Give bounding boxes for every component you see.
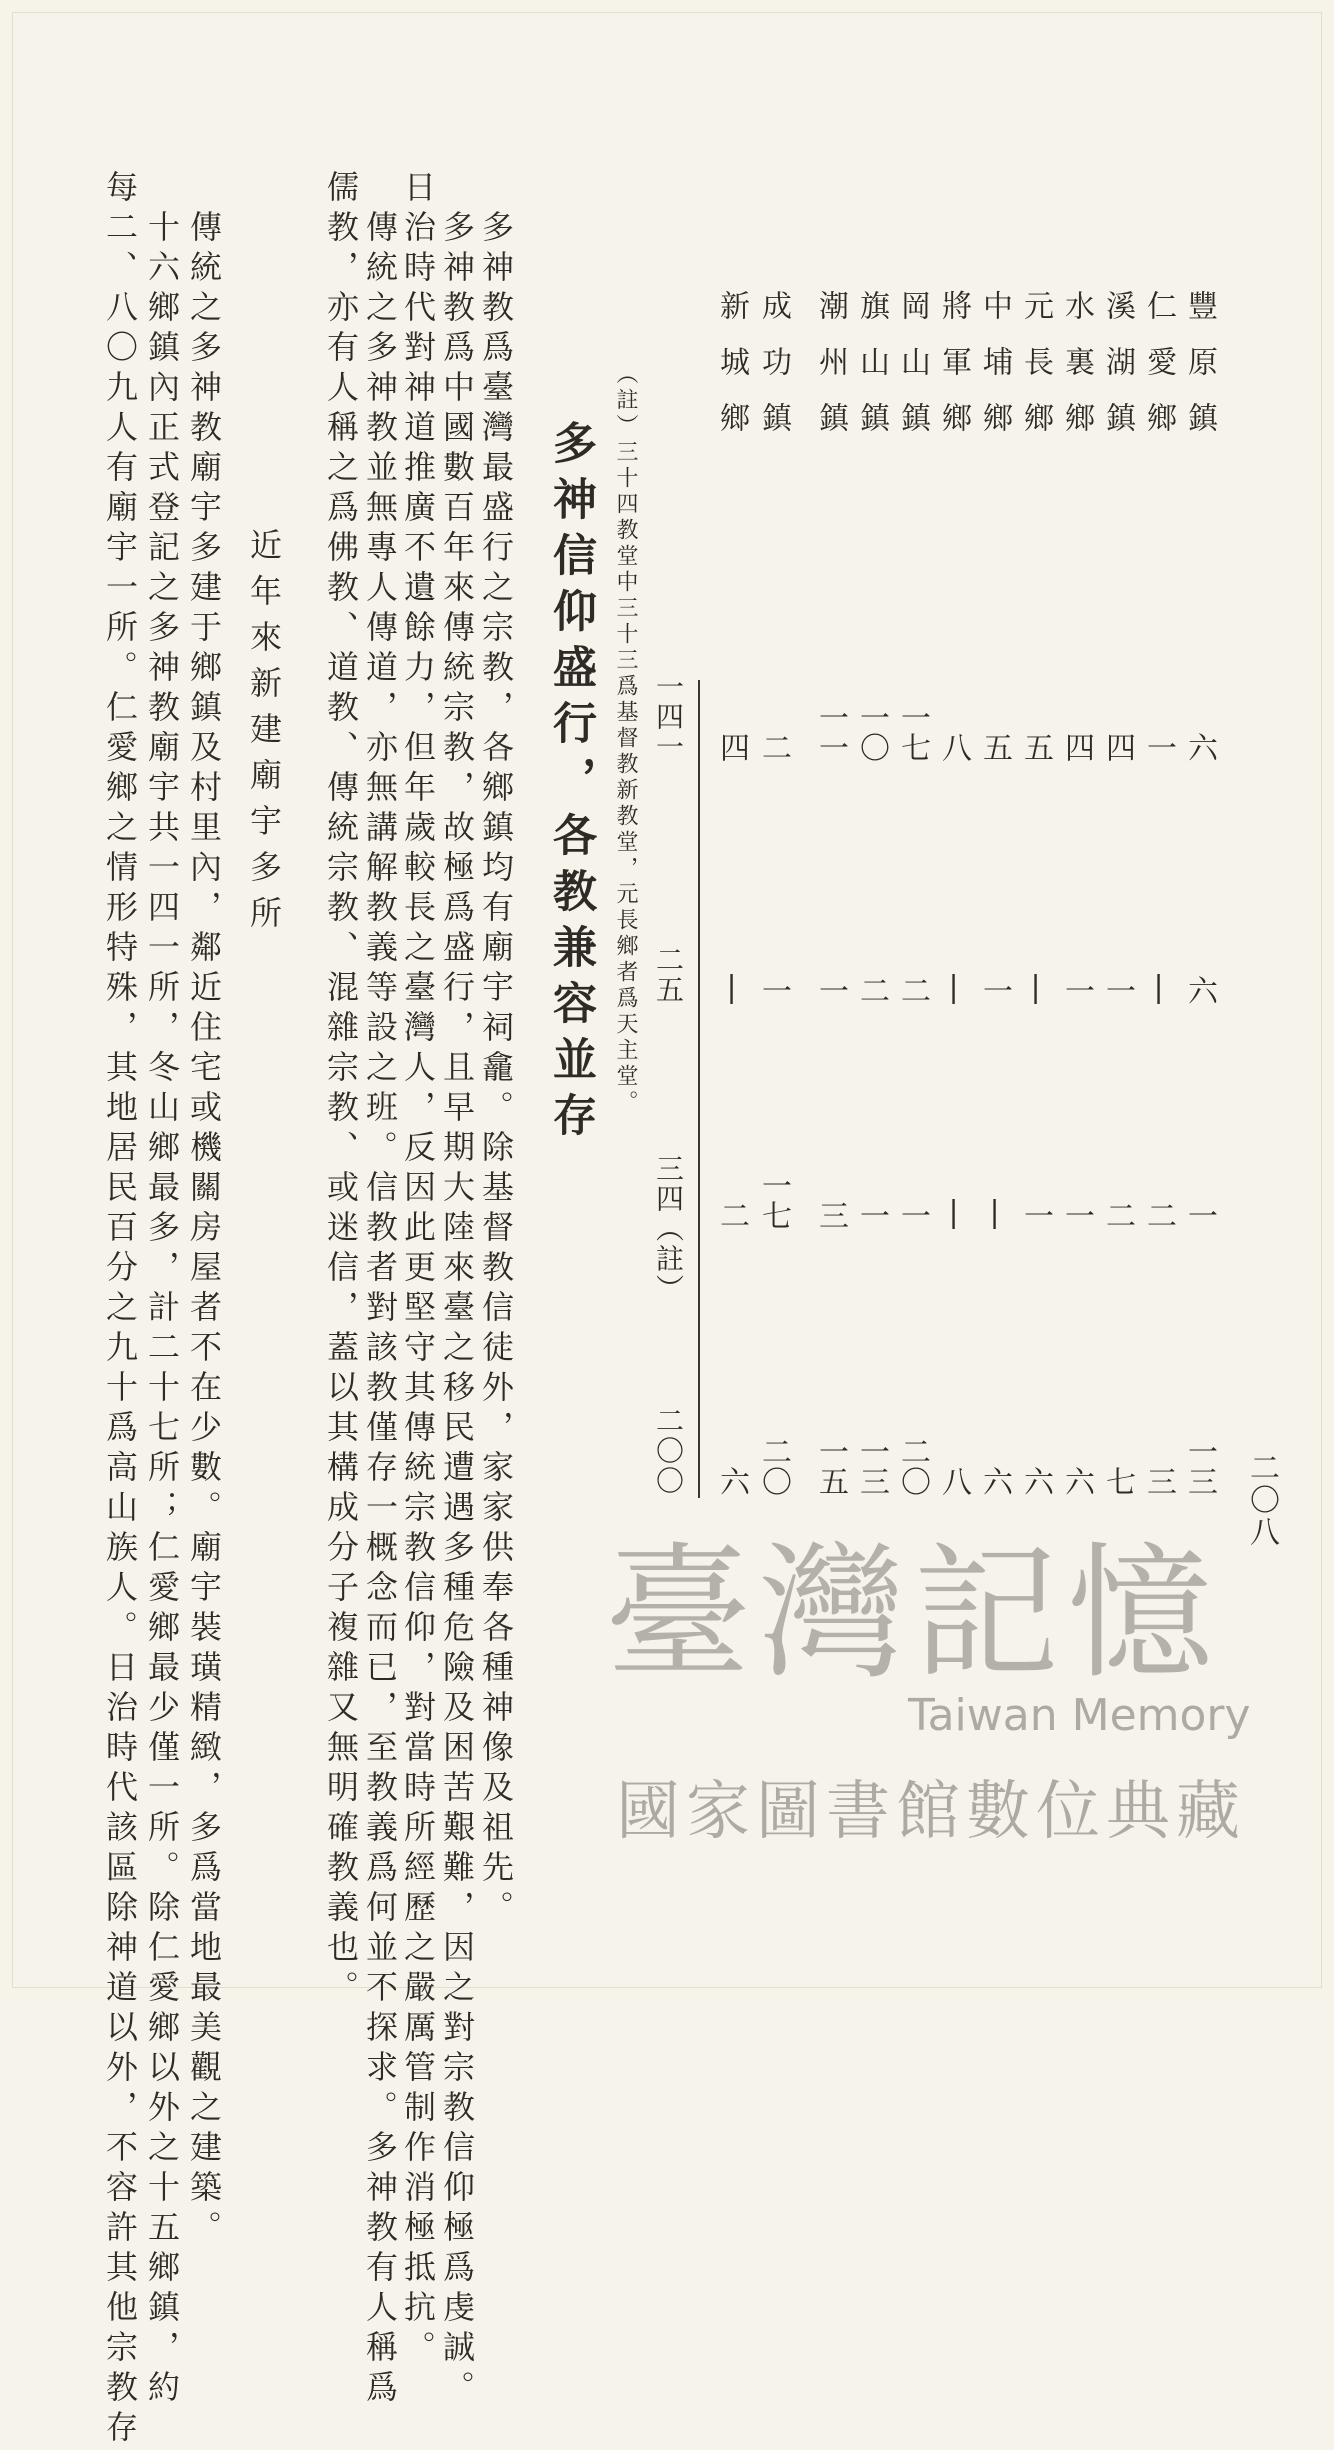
table-cell-value: 一 — [756, 975, 791, 1005]
table-cell-value: | — [936, 970, 971, 1005]
body-text-line: 多神教爲臺灣最盛行之宗教，各鄉鎮均有廟宇祠龕。除基督教信徒外，家家供奉各種神像及祖先。 — [477, 210, 515, 1930]
table-cell-value: 四 — [1059, 732, 1094, 762]
table-cell-value: 六 — [977, 1466, 1012, 1496]
table-cell-township: 將軍鄉 — [936, 290, 971, 458]
section-subheading: 近年來新建廟宇多所 — [245, 528, 283, 942]
table-cell-value: 三 — [813, 1200, 848, 1230]
table-cell-value: | — [936, 1195, 971, 1230]
table-cell-value: 二 — [1141, 1200, 1176, 1230]
table-cell-value: 五 — [977, 732, 1012, 762]
table-cell-value: 一〇 — [854, 702, 889, 762]
table-total-value: 三四（註） — [652, 1154, 685, 1304]
table-cell-value: 六 — [1182, 975, 1217, 1005]
table-cell-township: 岡山鎮 — [895, 290, 930, 458]
table-cell-value: 四 — [714, 732, 749, 762]
table-cell-value: 一 — [854, 1200, 889, 1230]
section-heading: 多神信仰盛行，各教兼容並存 — [545, 420, 596, 1148]
table-cell-township: 元長鄉 — [1018, 290, 1053, 458]
table-cell-value: 一 — [977, 975, 1012, 1005]
table-cell-value: 八 — [936, 1466, 971, 1496]
table-cell-value: 六 — [714, 1466, 749, 1496]
table-cell-township: 豐原鎮 — [1182, 290, 1217, 458]
table-divider-line — [698, 680, 700, 1498]
table-cell-township: 中埔鄉 — [977, 290, 1012, 458]
table-cell-value: | — [1018, 970, 1053, 1005]
body-text-line: 儒教，亦有人稱之爲佛教、道教、傳統宗教、混雜宗教、或迷信，蓋以其構成分子複雜又無明確教義也。 — [322, 170, 360, 2010]
table-cell-value: 一 — [1059, 1200, 1094, 1230]
table-cell-value: 一 — [813, 975, 848, 1005]
table-cell-value: 六 — [1182, 732, 1217, 762]
table-cell-township: 仁愛鄉 — [1141, 290, 1176, 458]
table-cell-value: 一一 — [813, 702, 848, 762]
watermark-logo-script: 臺灣記憶 — [605, 1529, 1221, 1699]
table-cell-value: 一三 — [1182, 1436, 1217, 1496]
table-cell-value: 五 — [1018, 732, 1053, 762]
table-cell-value: 七 — [1100, 1466, 1135, 1496]
watermark-english: Taiwan Memory — [908, 1690, 1251, 1741]
table-cell-value: 八 — [936, 732, 971, 762]
table-cell-value: 六 — [1059, 1466, 1094, 1496]
table-cell-value: 一 — [895, 1200, 930, 1230]
body-text-line: 十六鄉鎮內正式登記之多神教廟宇共一四一所，冬山鄉最多，計二十七所；仁愛鄉最少僅一所。除仁愛鄉以外之十五鄉鎮，約 — [143, 210, 181, 2410]
table-cell-value: 二 — [854, 975, 889, 1005]
table-cell-value: 六 — [1018, 1466, 1053, 1496]
table-cell-value: 二 — [895, 975, 930, 1005]
table-cell-value: 二 — [714, 1200, 749, 1230]
table-cell-value: | — [977, 1195, 1012, 1230]
table-cell-township: 溪湖鎮 — [1100, 290, 1135, 458]
body-text-line: 多神教爲中國數百年來傳統宗教，故極爲盛行，且早期大陸來臺之移民遭遇多種危險及困苦艱難，因之對宗教信仰極爲虔誠。 — [438, 210, 476, 2410]
table-cell-township: 成功鎮 — [756, 290, 791, 458]
body-text-line: 傳統之多神教並無專人傳道，亦無講解教義等設之班。信教者對該教僅存一概念而已，至教義爲何並不探求。多神教有人稱爲 — [361, 210, 399, 2410]
table-cell-value: 二〇 — [756, 1436, 791, 1496]
table-cell-value: 一七 — [895, 702, 930, 762]
table-cell-value: 二 — [1100, 1200, 1135, 1230]
body-text-line: 日治時代對神道推廣不遺餘力，但年歲較長之臺灣人，反因此更堅守其傳統宗教信仰，對當時所經歷之嚴厲管制作消極抵抗。 — [399, 170, 437, 2370]
table-cell-township: 水裏鄉 — [1059, 290, 1094, 458]
table-footnote: （註）三十四教堂中三十三爲基督教新教堂，元長鄉者爲天主堂。 — [613, 362, 638, 1116]
table-cell-value: 一 — [1059, 975, 1094, 1005]
table-cell-value: 一 — [1018, 1200, 1053, 1230]
table-total-value: 一四一 — [652, 672, 685, 762]
table-cell-township: 新城鄉 — [714, 290, 749, 458]
table-cell-value: 一 — [1141, 732, 1176, 762]
watermark-chinese: 國家圖書館數位典藏 — [616, 1775, 1246, 1849]
page-number: 二〇八 — [1244, 1452, 1279, 1548]
table-cell-value: 一五 — [813, 1436, 848, 1496]
table-cell-value: 一 — [1182, 1200, 1217, 1230]
table-cell-value: 四 — [1100, 732, 1135, 762]
table-cell-township: 旗山鎮 — [854, 290, 889, 458]
table-total-value: 二五 — [652, 945, 685, 1005]
table-total-value: 二〇〇 — [652, 1406, 685, 1496]
table-cell-value: 二 — [756, 732, 791, 762]
body-text-line: 傳統之多神教廟宇多建于鄉鎮及村里內，鄰近住宅或機關房屋者不在少數。廟宇裝璜精緻，多爲當地最美觀之建築。 — [185, 210, 223, 2250]
table-cell-township: 潮州鎮 — [813, 290, 848, 458]
table-cell-value: | — [714, 970, 749, 1005]
body-text-line: 每二、八〇九人有廟宇一所。仁愛鄉之情形特殊，其地居民百分之九十爲高山族人。日治時代該區除神道以外，不容許其他宗教存 — [101, 170, 139, 2450]
table-cell-value: 二〇 — [895, 1436, 930, 1496]
table-cell-value: 一三 — [854, 1436, 889, 1496]
table-cell-value: 三 — [1141, 1466, 1176, 1496]
table-cell-value: 一七 — [756, 1170, 791, 1230]
table-cell-value: 一 — [1100, 975, 1135, 1005]
table-cell-value: | — [1141, 970, 1176, 1005]
